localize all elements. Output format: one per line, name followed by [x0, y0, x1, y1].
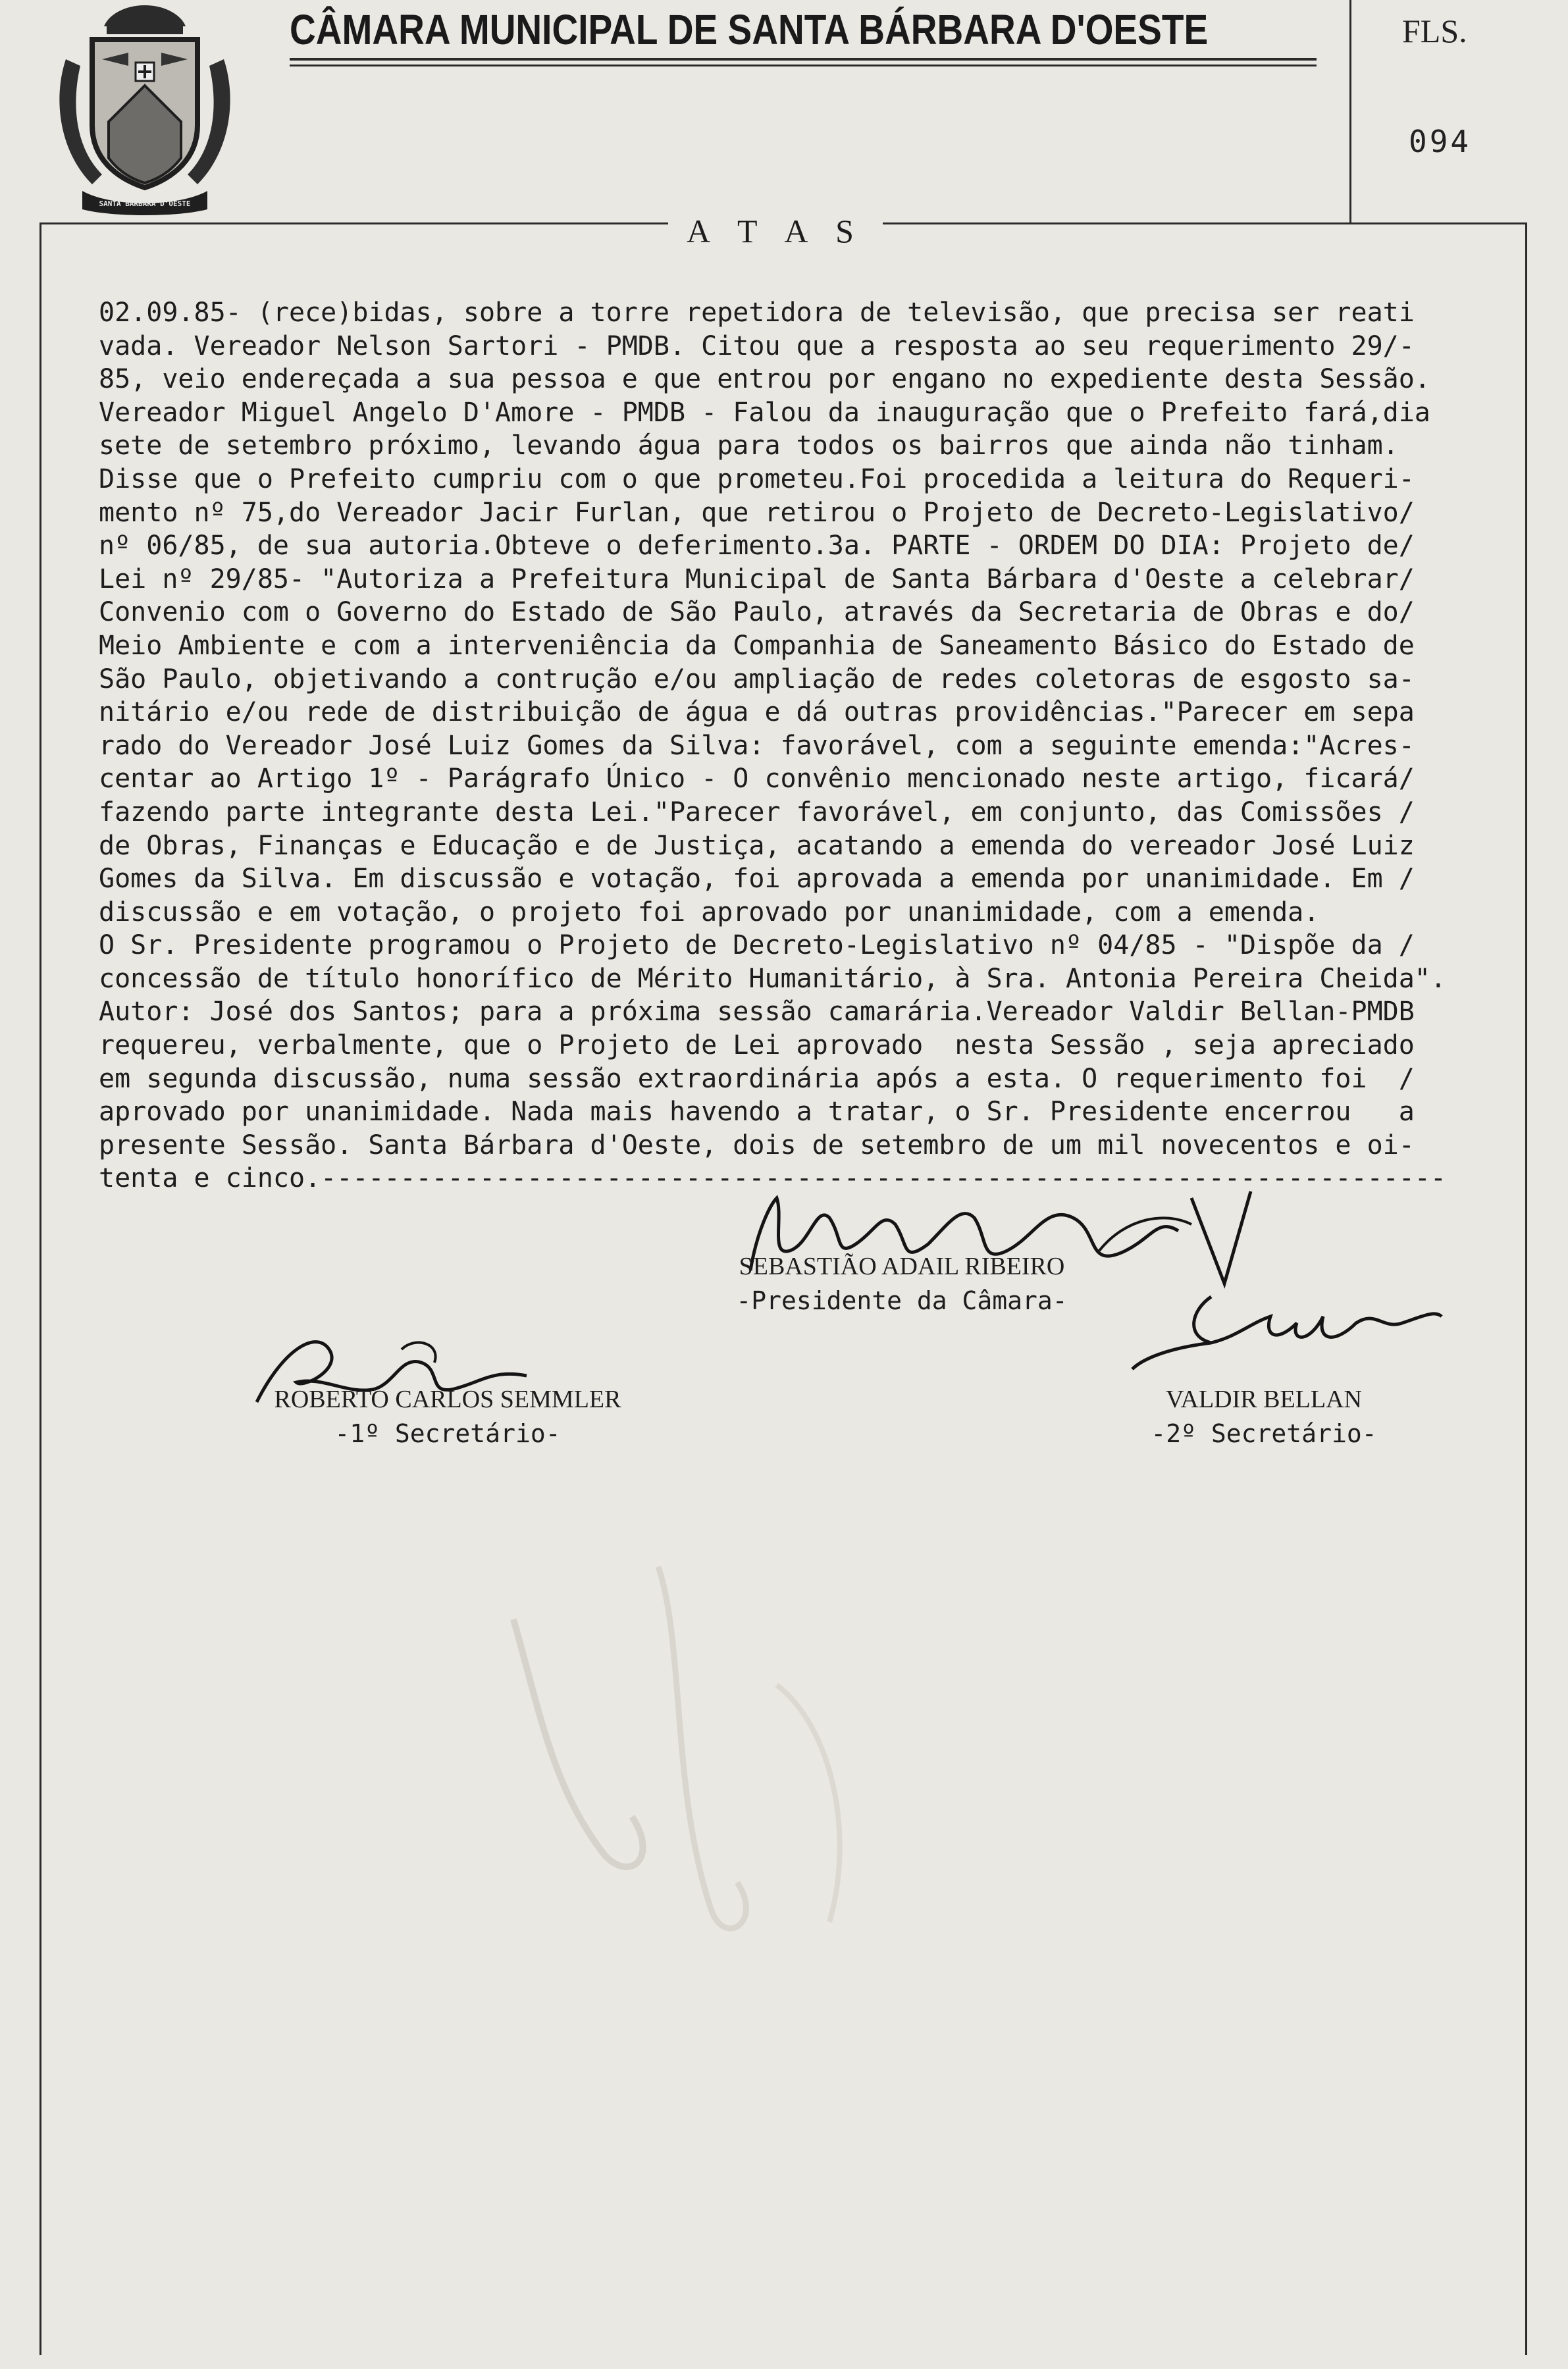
minutes-body — [99, 296, 1481, 1195]
body-line: O Sr. Presidente programou o Projeto de Decreto-Legislativo nº 04/85 - "Dispõe da / — [99, 930, 1415, 961]
body-line: rado do Vereador José Luiz Gomes da Silva: favorável, com a seguinte emenda:"Acres- — [99, 730, 1415, 761]
body-line: fazendo parte integrante desta Lei."Parecer favorável, em conjunto, das Comissões / — [99, 796, 1415, 827]
body-line: 02.09.85- (rece)bidas, sobre a torre repetidora de televisão, que precisa ser reati — [99, 298, 1415, 328]
municipal-coat-of-arms-icon — [46, 0, 244, 217]
president-name: SEBASTIÃO ADAIL RIBEIRO — [739, 1253, 1065, 1280]
body-line: nº 06/85, de sua autoria.Obteve o deferimento.3a. PARTE - ORDEM DO DIA: Projeto de/ — [99, 531, 1415, 561]
president-signature-block — [711, 1249, 1093, 1318]
bleed-through-marks — [461, 1514, 1053, 2041]
body-line: requereu, verbalmente, que o Projeto de Lei aprovado nesta Sessão , seja apreciado — [99, 1030, 1415, 1061]
body-line: sete de setembro próximo, levando água para todos os bairros que ainda não tinham. — [99, 430, 1399, 461]
body-line: tenta e cinco.----------------------------------------------------------------------- — [99, 1163, 1446, 1194]
body-line: 85, veio endereçada a sua pessoa e que entrou por engano no expediente desta Sessão. — [99, 364, 1430, 395]
body-line: nitário e/ou rede de distribuição de água e dá outras providências."Parecer em sepa — [99, 697, 1415, 728]
body-line: vada. Vereador Nelson Sartori - PMDB. Citou que a resposta ao seu requerimento 29/- — [99, 330, 1415, 361]
body-line: Vereador Miguel Angelo D'Amore - PMDB - Falou da inauguração que o Prefeito fará,dia — [99, 397, 1430, 428]
body-line: discussão e em votação, o projeto foi aprovado por unanimidade, com a emenda. — [99, 897, 1320, 927]
body-line: centar ao Artigo 1º - Parágrafo Único - O convênio mencionado neste artigo, ficará/ — [99, 764, 1415, 794]
body-line: São Paulo, objetivando a contrução e/ou ampliação de redes coletoras de esgosto sa- — [99, 664, 1415, 694]
first-secretary-name: ROBERTO CARLOS SEMMLER — [274, 1386, 621, 1413]
folio-number: 094 — [1409, 124, 1472, 159]
header-rule — [290, 58, 1317, 61]
institution-name: CÂMARA MUNICIPAL DE SANTA BÁRBARA D'OESTE — [290, 6, 1209, 53]
body-line: Convenio com o Governo do Estado de São Paulo, através da Secretaria de Obras e do/ — [99, 597, 1415, 628]
header-rule-secondary — [290, 65, 1317, 66]
second-secretary-signature-block — [1066, 1382, 1461, 1451]
body-line: Meio Ambiente e com a interveniência da Companhia de Saneamento Básico do Estado de — [99, 630, 1415, 661]
body-line: aprovado por unanimidade. Nada mais havendo a tratar, o Sr. Presidente encerrou a — [99, 1097, 1415, 1128]
body-line: Gomes da Silva. Em discussão e votação, foi aprovada a emenda por unanimidade. Em / — [99, 864, 1415, 895]
body-line: de Obras, Finanças e Educação e de Justiça, acatando a emenda do vereador José Luiz — [99, 830, 1415, 861]
second-secretary-role: -2º Secretário- — [1151, 1419, 1377, 1448]
body-line: Autor: José dos Santos; para a próxima sessão camarária.Vereador Valdir Bellan-PMDB — [99, 997, 1415, 1028]
body-line: em segunda discussão, numa sessão extraordinária após a esta. O requerimento foi / — [99, 1063, 1415, 1094]
body-line: concessão de título honorífico de Mérito Humanitário, à Sra. Antonia Pereira Cheida". — [99, 963, 1446, 994]
second-secretary-name: VALDIR BELLAN — [1165, 1386, 1362, 1413]
body-line: mento nº 75,do Vereador Jacir Furlan, que retirou o Projeto de Decreto-Legislativo/ — [99, 497, 1415, 528]
svg-text:SANTA BARBARA D'OESTE: SANTA BARBARA D'OESTE — [99, 199, 191, 208]
body-line: Disse que o Prefeito cumpriu com o que prometeu.Foi procedida a leitura do Requeri- — [99, 463, 1415, 494]
president-role: -Presidente da Câmara- — [736, 1286, 1068, 1315]
second-secretary-signature — [1119, 1284, 1448, 1376]
folio-divider — [1349, 0, 1351, 224]
section-title: A T A S — [668, 212, 883, 250]
folio-label: FLS. — [1402, 13, 1467, 49]
body-line: Lei nº 29/85- "Autoriza a Prefeitura Municipal de Santa Bárbara d'Oeste a celebrar/ — [99, 563, 1415, 594]
body-line: presente Sessão. Santa Bárbara d'Oeste, dois de setembro de um mil novecentos e oi- — [99, 1130, 1415, 1160]
first-secretary-signature-block — [250, 1382, 645, 1451]
first-secretary-role: -1º Secretário- — [334, 1419, 561, 1448]
